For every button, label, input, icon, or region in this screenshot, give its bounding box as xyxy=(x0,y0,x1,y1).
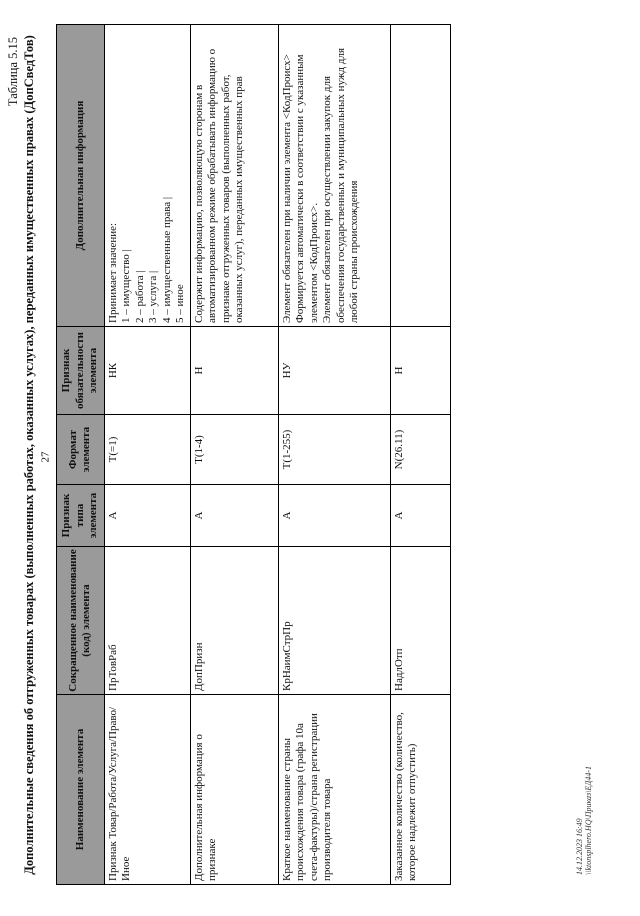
table-row xyxy=(190,25,278,885)
header-format: Формат элемента xyxy=(57,415,105,485)
table-header-row xyxy=(57,25,105,885)
info-line: Принимает значение: xyxy=(106,222,119,323)
footer-path: \\ktonsplhero.HQ\Приказ\ЕД44-1 xyxy=(584,765,593,875)
cell-format: T(1-4) xyxy=(190,415,278,485)
header-required: Признак обязательности элемента xyxy=(57,327,105,415)
elements-table xyxy=(56,24,451,885)
cell-required: Н xyxy=(390,327,450,415)
cell-code: ПрТовРаб xyxy=(104,547,190,695)
info-line: 1 – имущество | xyxy=(120,249,132,323)
cell-info xyxy=(190,25,278,327)
cell-format: N(26.11) xyxy=(390,415,450,485)
cell-required: Н xyxy=(190,327,278,415)
cell-type: А xyxy=(104,485,190,547)
info-line: Элемент обязателен при наличии элемента <КодПроисх> xyxy=(280,54,293,323)
cell-type: А xyxy=(278,485,390,547)
cell-name: Дополнительная информация о признаке xyxy=(190,695,278,885)
cell-format: T(1-255) xyxy=(278,415,390,485)
cell-info xyxy=(104,25,190,327)
footer-stamp xyxy=(575,766,593,875)
page-number: 27 xyxy=(39,451,52,463)
info-line: 4 – имущественные права | xyxy=(160,196,173,323)
info-line: 3 – услуга | xyxy=(147,270,159,323)
header-type: Признак типа элемента xyxy=(57,485,105,547)
table-label: Таблица 5.15 xyxy=(6,37,20,107)
cell-name: Краткое наименование страны происхождения товара (графа 10а счета-фактуры)/страна регистрации производителя товара xyxy=(278,695,390,885)
footer-date: 14.12.2023 16:49 xyxy=(575,818,584,875)
info-line: 2 – работа | xyxy=(133,270,146,323)
header-code: Сокращенное наименование (код) элемента xyxy=(57,547,105,695)
cell-format: T(=1) xyxy=(104,415,190,485)
document-title: Дополнительные сведения об отгруженных товарах (выполненных работах, оказанных услугах), переданных имущественных правах (ДопСведТов) xyxy=(22,35,36,875)
cell-name: Признак Товар/Работа/Услуга/Право/Иное xyxy=(104,695,190,885)
cell-code: КрНаимСтрПр xyxy=(278,547,390,695)
table-row xyxy=(104,25,190,885)
info-line: Элемент обязателен при осуществлении закупок для обеспечения государственных и муниципальных нужд для любой страны происхождения xyxy=(321,47,360,323)
table-row xyxy=(390,25,450,885)
cell-code: ДопПризн xyxy=(190,547,278,695)
info-line: Формируется автоматически в соответствии с указанным элементом <КодПроисх>. xyxy=(294,54,320,323)
info-line: Содержит информацию, позволяющую сторонам в автоматизированном режиме обрабатывать информацию о признаке отгруженных товаров (выполненных работ, оказанных услуг), переданных имущественных прав xyxy=(192,48,245,323)
table-row xyxy=(278,25,390,885)
cell-code: НадлОтп xyxy=(390,547,450,695)
cell-info xyxy=(278,25,390,327)
cell-type: А xyxy=(390,485,450,547)
cell-name: Заказанное количество (количество, которое надлежит отпустить) xyxy=(390,695,450,885)
header-info: Дополнительная информация xyxy=(57,25,105,327)
cell-required: НК xyxy=(104,327,190,415)
cell-type: А xyxy=(190,485,278,547)
info-line: 5 – иное xyxy=(174,284,186,323)
cell-info xyxy=(390,25,450,327)
header-name: Наименование элемента xyxy=(57,695,105,885)
cell-required: НУ xyxy=(278,327,390,415)
rotated-page xyxy=(0,15,600,895)
